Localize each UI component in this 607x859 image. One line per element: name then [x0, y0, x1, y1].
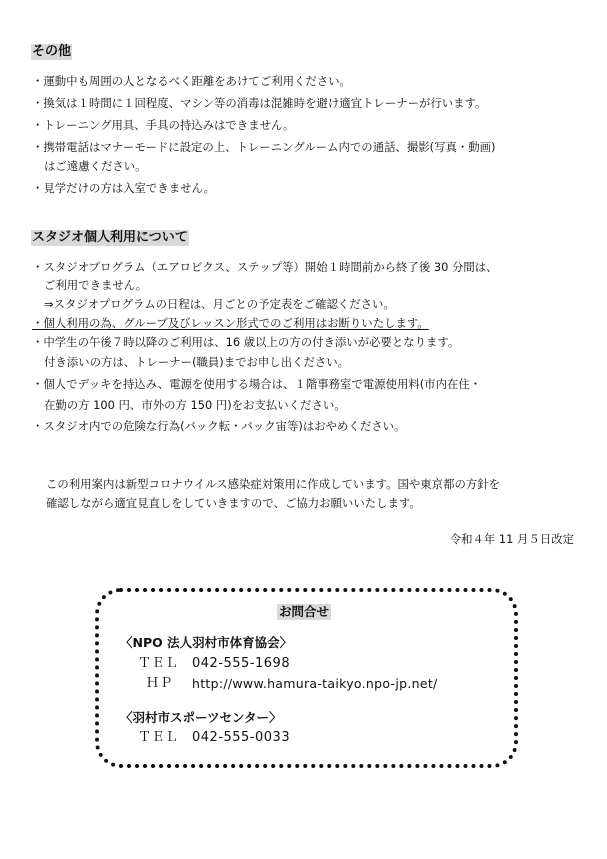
tel-label: ＴＥＬ: [138, 656, 179, 671]
list-item: ・見学だけの方は入室できません。: [32, 181, 215, 195]
list-item-note: ⇒スタジオプログラムの日程は、月ごとの予定表をご確認ください。: [44, 297, 395, 311]
tel-label: ＴＥＬ: [138, 730, 179, 745]
list-item: ・トレーニング用具、手具の持込みはできません。: [32, 118, 295, 132]
list-item-underlined: ・個人利用の為、グループ及びレッスン形式でのご利用はお断りいたします。: [32, 316, 429, 330]
phone-number: 042-555-0033: [192, 730, 291, 745]
revision-date: 令和４年 11 月５日改定: [449, 532, 574, 546]
list-item-continuation: 在勤の方 100 円、市外の方 150 円)をお支払いください。: [44, 398, 346, 412]
section-title-studio: スタジオ個人利用について: [32, 230, 188, 245]
list-item: ・スタジオ内での危険な行為(バック転・バック宙等)はおやめください。: [32, 419, 406, 433]
list-item: ・換気は１時間に１回程度、マシン等の消毒は混雑時を避け適宜トレーナーが行います。: [32, 96, 487, 110]
list-item: ・携帯電話はマナーモードに設定の上、トレーニングルーム内での通話、撮影(写真・動画): [32, 140, 496, 154]
hp-label: ＨＰ: [146, 676, 174, 691]
list-item-continuation: ご利用できません。: [44, 278, 148, 292]
list-item: ・中学生の午後７時以降のご利用は、16 歳以上の方の付き添いが必要となります。: [32, 335, 460, 349]
note-line: 確認しながら適宜見直しをしていきますので、ご協力お願いいたします。: [46, 496, 421, 510]
list-item: ・個人でデッキを持込み、電源を使用する場合は、１階事務室で電源使用料(市内在住・: [32, 377, 482, 391]
note-line: この利用案内は新型コロナウイルス感染症対策用に作成しています。国や東京都の方針を: [46, 477, 501, 491]
org-name-sports-center: 〈羽村市スポーツセンター〉: [120, 710, 282, 725]
homepage-link[interactable]: http://www.hamura-taikyo.npo-jp.net/: [192, 676, 438, 691]
list-item: ・スタジオプログラム（エアロビクス、ステップ等）開始１時間前から終了後 30 分間は、: [32, 260, 498, 274]
section-title-other: その他: [32, 44, 72, 59]
list-item: ・運動中も周囲の人となるべく距離をあけてご利用ください。: [32, 74, 351, 88]
list-item-continuation: 付き添いの方は、トレーナー(職員)までお申し出ください。: [44, 355, 350, 369]
list-item-continuation: はご遠慮ください。: [44, 159, 147, 173]
phone-number: 042-555-1698: [192, 656, 291, 671]
contact-title: お問合せ: [279, 604, 330, 619]
org-name-taikyo: 〈NPO 法人羽村市体育協会〉: [120, 635, 293, 650]
